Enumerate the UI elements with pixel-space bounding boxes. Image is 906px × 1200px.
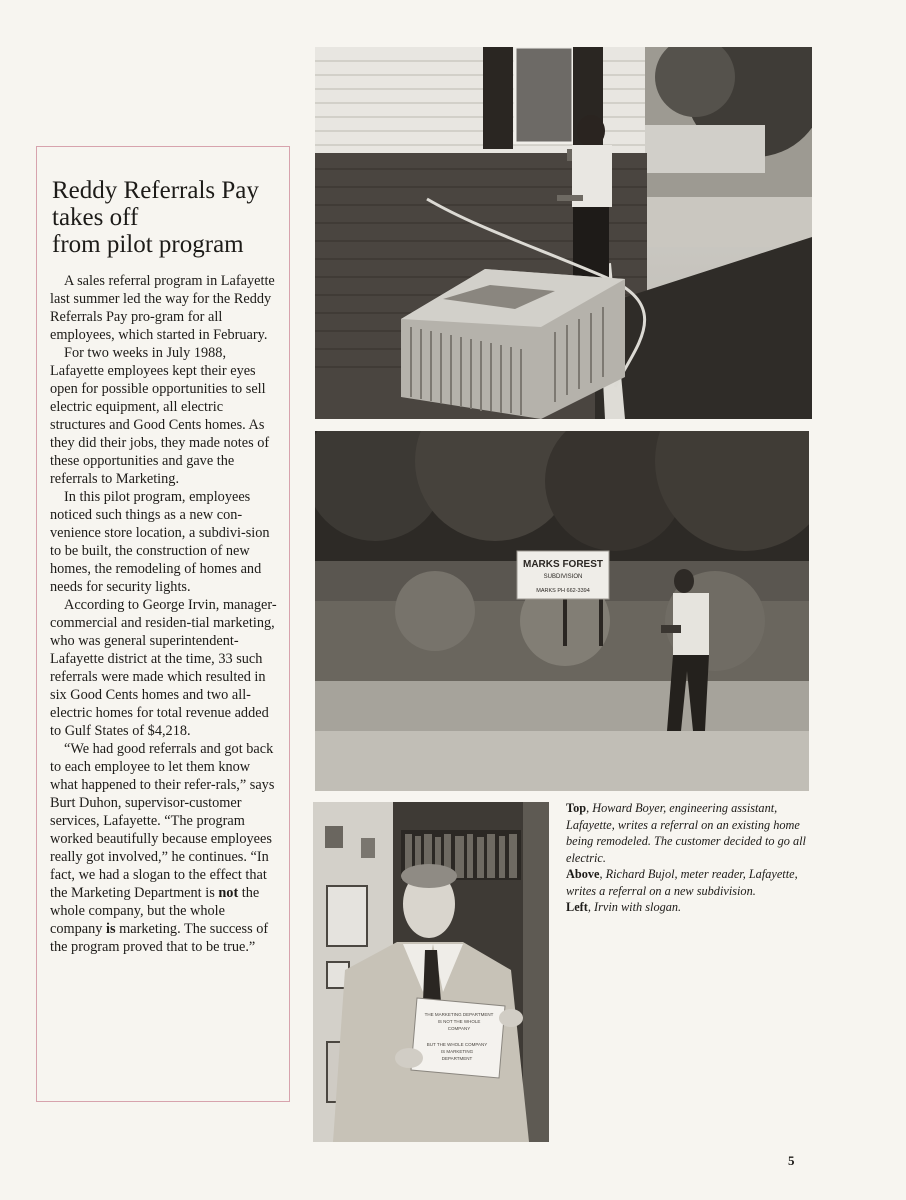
caption-text: , Irvin with slogan. bbox=[587, 900, 682, 914]
caption-label: Above bbox=[566, 867, 600, 881]
caption-left bbox=[566, 899, 816, 916]
slogan-line-2: IS NOT THE WHOLE bbox=[437, 1019, 481, 1024]
article-paragraph: According to George Irvin, manager-commercial and residen-tial marketing, who was general superintendent-Lafayette district at the time, 33 such referrals were made which resulted in six Good Cents homes and two all-electric homes for total revenue added to Gulf States of $4,218. bbox=[50, 597, 277, 739]
article-paragraph: A sales referral program in Lafayette last summer led the way for the Reddy Referrals Pay pro-gram for all employees, which started in February. bbox=[50, 273, 275, 343]
headline-line: from pilot program bbox=[52, 231, 244, 258]
caption-label: Top bbox=[566, 801, 587, 815]
slogan-line-1: THE MARKETING DEPARTMENT bbox=[424, 1012, 494, 1017]
quote-text: marketing. The success of the program proved that to be true.” bbox=[50, 921, 269, 955]
quote-text: the whole company, but the whole company bbox=[50, 885, 260, 937]
photo-left-irvin bbox=[313, 802, 549, 1142]
page-number: 5 bbox=[788, 1153, 795, 1168]
article-paragraph-quote bbox=[50, 740, 280, 956]
article-sidebar bbox=[36, 146, 290, 1102]
quote-text: “We had good referrals and got back to each employee to let them know what happened to their refer-rals,” says Burt Duhon, supervisor-customer services, Lafayette. “The program worked beautifully because employees really got involved,” he continues. “In fact, we had a slogan to the effect that the Marketing Department is bbox=[50, 741, 275, 901]
photo-top-illustration bbox=[315, 47, 812, 419]
photo-left-illustration bbox=[313, 802, 549, 1142]
sign-line-3: MARKS PH 662-3394 bbox=[536, 588, 590, 594]
photo-captions bbox=[566, 800, 816, 916]
photo-middle-subdivision bbox=[315, 431, 809, 791]
caption-text: , Howard Boyer, engineering assistant, Lafayette, writes a referral on an existing home being remodeled. The customer decided to go all electric. bbox=[566, 801, 806, 865]
caption-above bbox=[566, 866, 816, 899]
photo-middle-illustration bbox=[315, 431, 809, 791]
quote-emphasis: is bbox=[105, 921, 116, 937]
caption-text: , Richard Bujol, meter reader, Lafayette, writes a referral on a new subdivision. bbox=[566, 867, 798, 898]
sign-line-1: MARKS FOREST bbox=[523, 559, 603, 570]
caption-top bbox=[566, 800, 816, 866]
article-paragraph: In this pilot program, employees noticed such things as a new con-venience store location, a subdivi-sion to be built, the construction of new homes, the remodeling of homes and needs for security lights. bbox=[50, 489, 270, 595]
sign-line-2: SUBDIVISION bbox=[543, 574, 583, 580]
slogan-line-6: DEPARTMENT bbox=[441, 1056, 473, 1061]
quote-emphasis: not bbox=[218, 885, 239, 901]
headline bbox=[50, 177, 280, 258]
headline-line: takes off bbox=[52, 204, 139, 231]
caption-label: Left bbox=[566, 900, 588, 914]
slogan-line-3: COMPANY bbox=[447, 1026, 471, 1031]
slogan-line-5: IS MARKETING bbox=[440, 1049, 474, 1054]
article-paragraph: For two weeks in July 1988, Lafayette employees kept their eyes open for possible opportunities to sell electric equipment, all electric structures and Good Cents homes. As they did their jobs, they made notes of these opportunities and gave the referrals to Marketing. bbox=[50, 345, 270, 487]
headline-line: Reddy Referrals Pay bbox=[52, 177, 259, 204]
slogan-line-4: BUT THE WHOLE COMPANY bbox=[426, 1042, 488, 1047]
article-body bbox=[50, 272, 280, 956]
photo-top-ac-unit bbox=[315, 47, 812, 419]
